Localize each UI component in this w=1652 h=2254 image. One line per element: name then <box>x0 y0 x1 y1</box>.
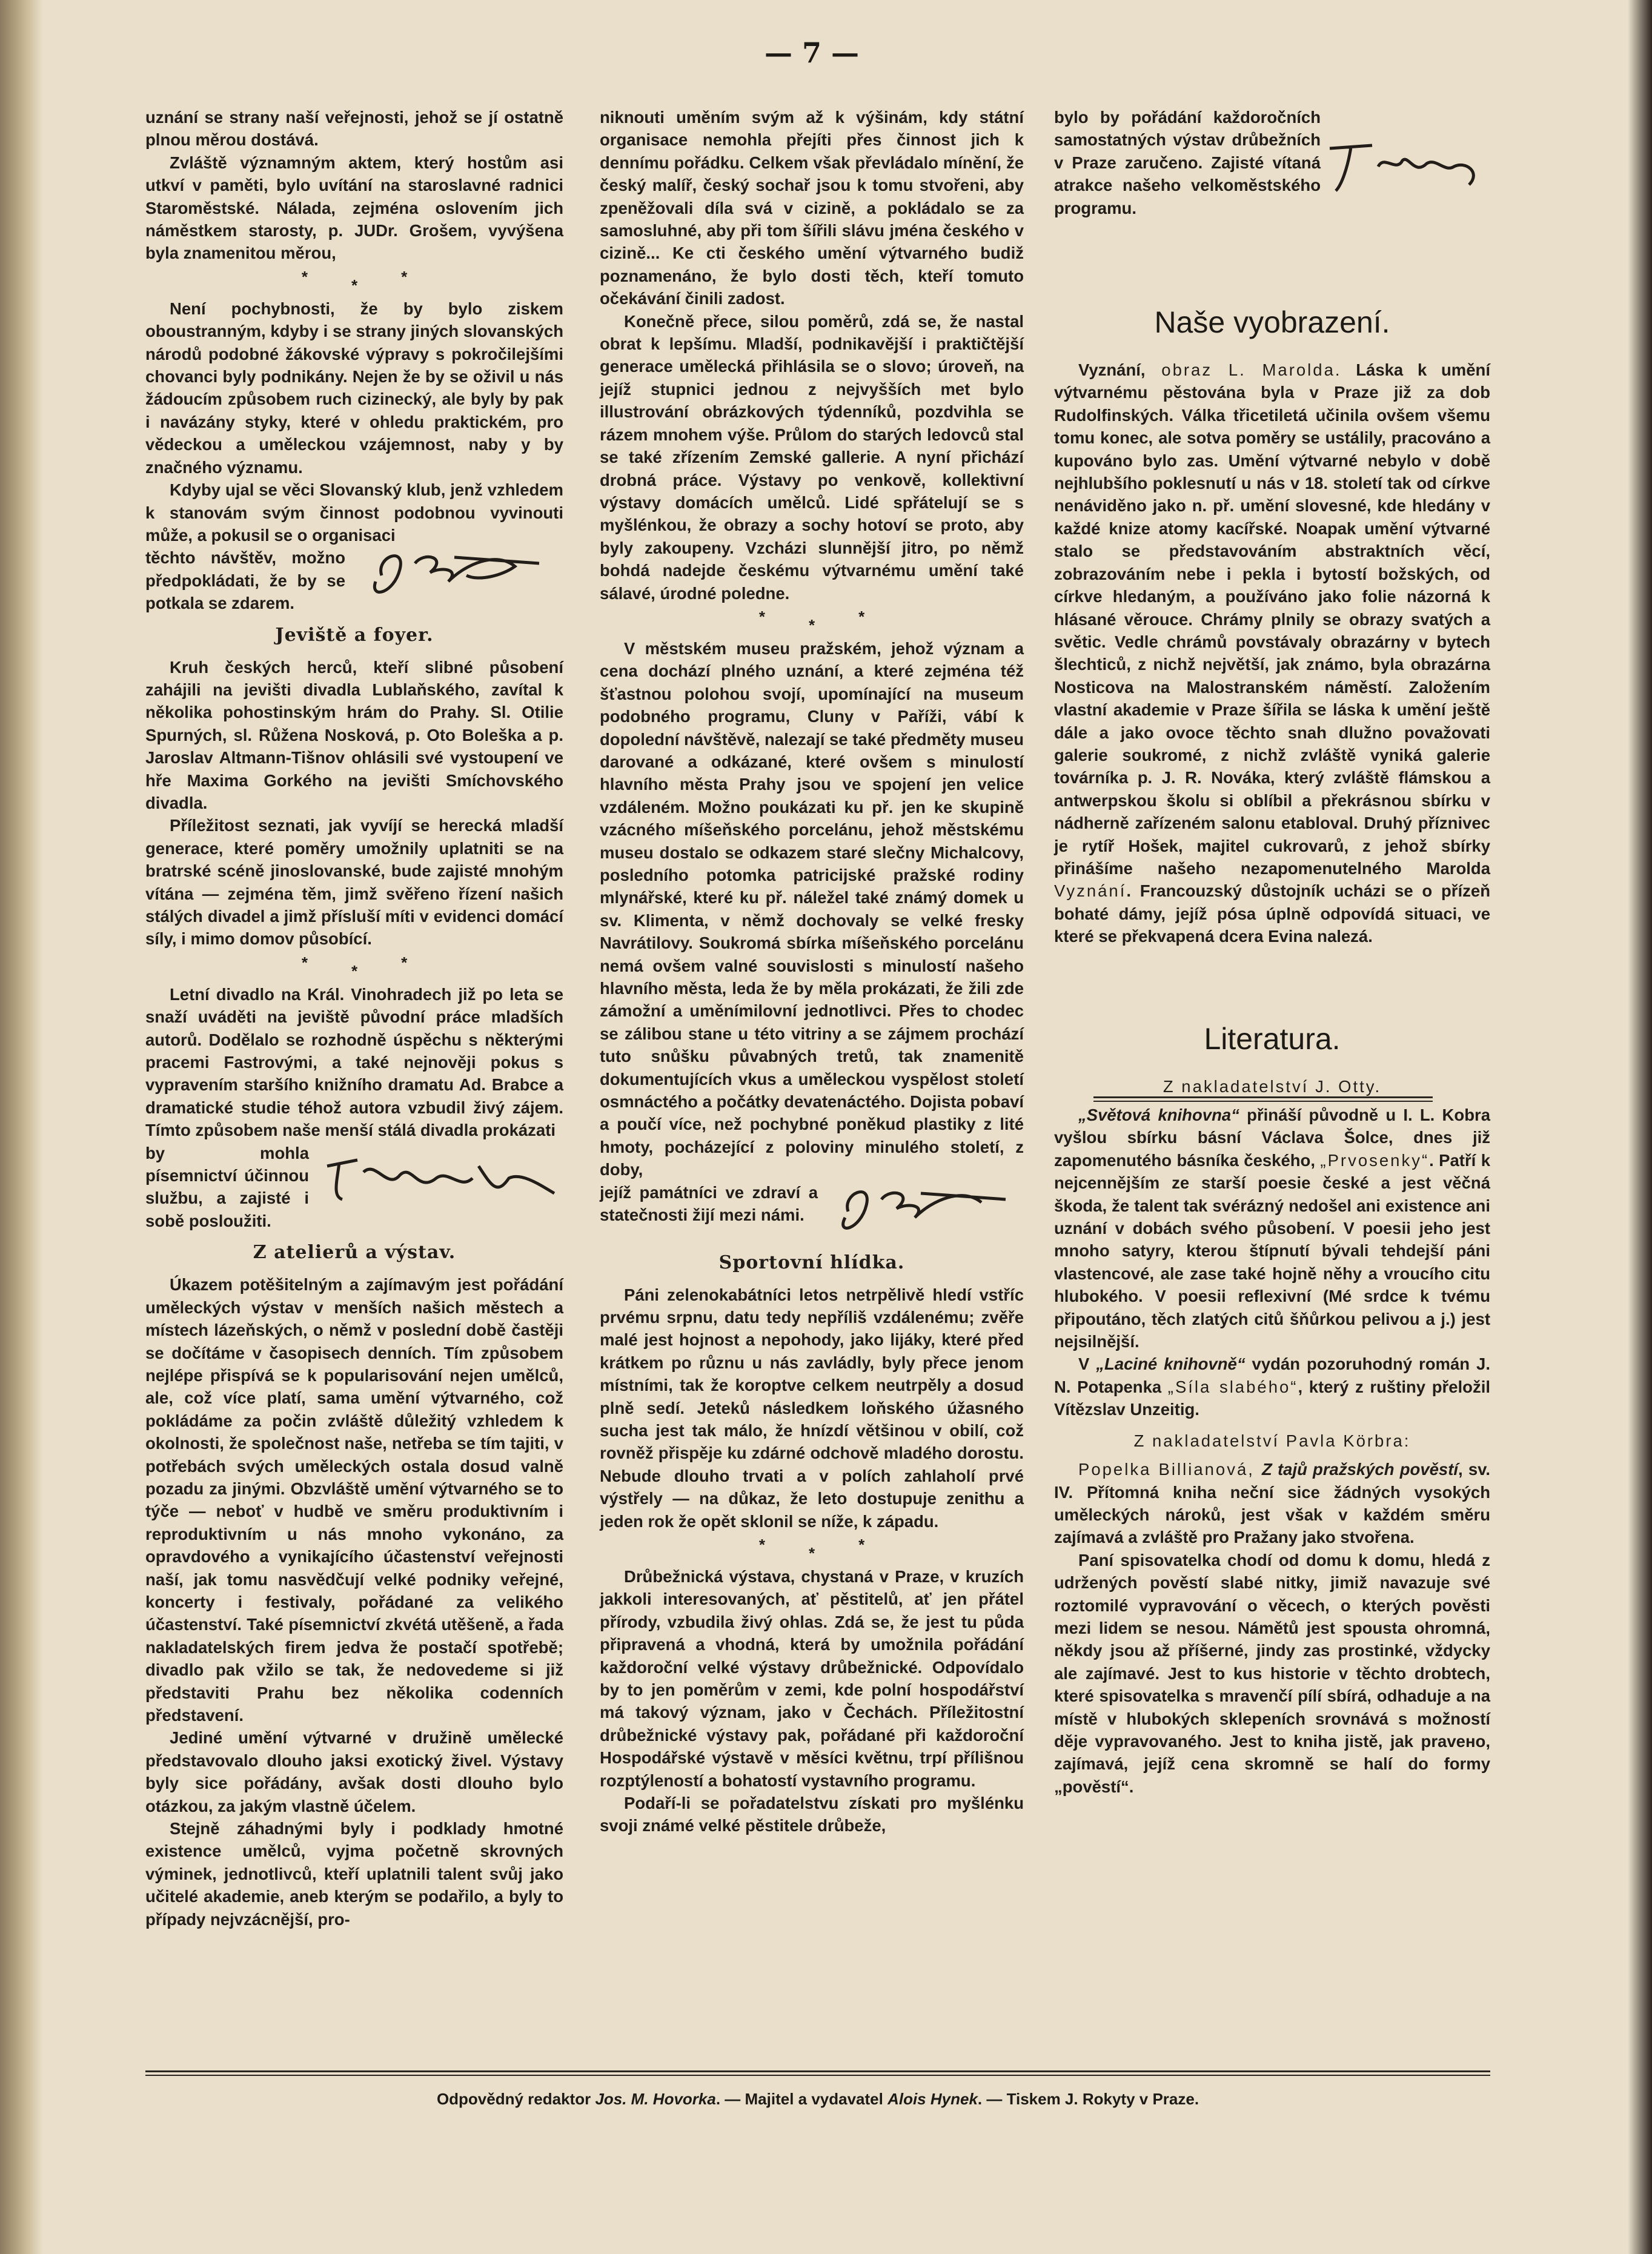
paragraph-text: , který z ruštiny přeložil Vítězslav Unzeitig. <box>1054 1377 1490 1419</box>
artwork-author: obraz L. Marolda. <box>1145 360 1342 380</box>
section-heading: Z atelierů a výstav. <box>253 1242 456 1264</box>
signature-block <box>600 1181 1024 1236</box>
signature-text: F. Kazimír <box>388 1208 391 1209</box>
signature-image <box>357 539 545 606</box>
signature-block <box>145 546 563 614</box>
paragraph <box>1054 1458 1490 1549</box>
paragraph-text: Láska k umění výtvarnému pěstována byla v Praze již za dob Rudolfinských. Válka třicetiletá učinila ovšem všemu tomu konec, ale sotva poměry se ustálily, pracováno a kupováno bylo zas. Umění výtvarné nebylo v době nejhlubšího poklesnutí u nás v 18. století tak od církve nenáviděno jako n. př. umění slovesné, kde hledány v každé knize atomy kacířské. Noapak umění výtvarné stalo se představováním abstraktních věcí, zobrazováním nebe i pekla i bytostí božských, od církve hledaným, a používáno jako folie názorná k hlásané věrouce. Chrámy plnily se obrazy svatých a světic. Vedle chrámů povstávaly obrazárny v bytech šlechticů, z nichž největší, jak známo, byla obrazárna Nosticova na Malostranském náměstí. Založením vlastní akademie v Praze šířila se láska k umění ještě dále a jako ovoce těchto snah dlužno považovati galerie soukromé, z nichž zvláště vyniká galerie továrníka p. J. R. Nováka, který zvláště flámskou a antwerpskou školu si oblíbil a překrásnou sbírku v nádherně zařízeném salonu etabloval. Druhý příznivec je rytíř Hošek, majitel cukrovarů, z jehož sbírky přinášíme našeho nezapomenutelného Marolda <box>1054 360 1490 878</box>
paragraph <box>1054 359 1490 948</box>
page-edge-shadow <box>1628 0 1652 2254</box>
book-series: „Laciné knihovně“ <box>1096 1354 1246 1374</box>
book-title: Z tajů pražských pověstí <box>1262 1460 1459 1479</box>
paragraph: bylo by pořádání každoročních samostatných výstav drůbežních v Praze zaručeno. Zajisté vítaná atrakce našeho velkoměstského programu. <box>1054 108 1321 217</box>
paragraph: Stejně záhadnými byly i podklady hmotné existence umělců, vyjma početně skrovných výminek, jednotlivců, kteří uplatnili talent svůj jako učitelé akademie, aneb kterým se podařilo, a byly to případy nejvzácnější, pro- <box>145 1819 563 1929</box>
section-stars: * * * <box>758 1535 865 1562</box>
book-series: „Světová knihovna“ <box>1078 1105 1239 1124</box>
paragraph: Kruh českých herců, kteří slibné působení zahájili na jevišti divadla Lublaňského, zavítal k několika pohostinským hrám do Prahy. Sl. Otilie Spurných, sl. Růžena Nosková, p. Oto Boleška a p. Jaroslav Altmann-Tišnov ohlásili své vystoupení ve hře Maxima Gorkého na jevišti Smíchovského divadla. <box>145 657 563 812</box>
footer-divider <box>145 2070 1490 2076</box>
column-3 <box>1054 106 1490 2044</box>
paragraph-text: . Patří k nejcennějším ze starší poesie české a jest věčná škoda, že talent tak svérázný nedošel ani existence ani uznání v dobách svého působení. V poesii jeho jest mnoho satyry, kterou štípnutí bývali tehdejší páni vlastencové, ale zase také hojně něhy a vroucího citu hlubokého. V poesii reflexivní (Mé srdce k tvému připoutáno, těch zlatých citů šňůrkou pelivou a j.) jest nejsilnější. <box>1054 1150 1491 1351</box>
editor-name: Jos. M. Hovorka <box>595 2090 716 2108</box>
paragraph: by mohla písemnictví účinnou službu, a zajisté i sobě posloužiti. <box>145 1143 309 1230</box>
section-stars: * * * <box>758 607 865 634</box>
signature-image <box>315 1142 557 1215</box>
section-heading: Jeviště a foyer. <box>275 624 434 646</box>
section-stars: * * * <box>301 953 408 980</box>
paragraph: Jediné umění výtvarné v družině umělecké představovalo dlouho jaksi exotický živel. Výstavy byly sice pořádány, avšak dosti dlouho bylo otázkou, za jakým vlastně účelem. <box>145 1728 563 1815</box>
footer-text: . — Tiskem J. Rokyty v Praze. <box>977 2090 1199 2108</box>
section-divider <box>1093 1096 1433 1102</box>
signature-text: Jos. Bačo <box>430 600 433 601</box>
signature-block <box>145 1142 563 1233</box>
paragraph: Letní divadlo na Král. Vinohradech již po leta se snaží uváděti na jeviště původní práce mladších autorů. Dodělalo se rozhodně úspěchu s některými pracemi Fastrovými, a také nejnověji pokus s vypravením staršího knižního dramatu Ad. Brabce a dramatické studie téhož autora vzbudil živý zájem. Tímto způsobem naše menší stálá divadla prokázati <box>145 984 563 1140</box>
paragraph <box>1054 1104 1490 1353</box>
signature-block <box>1054 106 1490 219</box>
footer-text: . — Majitel a vydavatel <box>715 2090 888 2108</box>
paragraph <box>1054 1353 1490 1420</box>
column-2 <box>600 106 1024 2044</box>
paragraph: Zvláště významným aktem, který hostům asi utkví v paměti, bylo uvítání na staroslavné radnici Staroměstské. Nálada, zejména oslovením jich náměstkem starosty, p. JUDr. Grošem, vyvýšena byla znamenitou měrou, <box>145 153 563 263</box>
book-title: „Prvosenky“ <box>1320 1150 1430 1170</box>
paragraph: Příležitost seznati, jak vyvíjí se herecká mladší generace, které poměry umožnily uplatniti se na bratrské scéně jinoslovanské, bude zajisté mnohým vítána — zejména těm, jimž svěřeno řízení našich stálých divadel a jimž přísluší míti v evidenci domácí síly, i mimo domov působící. <box>145 816 563 949</box>
section-heading: Naše vyobrazení. <box>1154 305 1390 340</box>
paragraph: niknouti uměním svým až k výšinám, kdy státní organisace nemohla přejíti přes činnost jich k dennímu pořádku. Celkem však převládalo mínění, že český malíř, český sochař jsou k tomu stvořeni, aby zpeněžovali díla svá v cizině, a pokládalo se za samosluhné, aby při tom šířili slávu jména českého v cizině... Ke cti českého umění výtvarného budiž poznamenáno, že bylo dosti těch, kteří tomuto očekávání činili zadost. <box>600 108 1024 308</box>
page-number: — 7 — <box>764 36 860 69</box>
paragraph: Paní spisovatelka chodí od domu k domu, hledá z udržených pověstí slabé nitky, jimiž navazuje své roztomilé vypravování o věcech, o kterých pověsti mezi lidem se nesou. Námětů jest spousta ohromná, někdy jsou až příšerné, jindy zas prostinké, vždycky ale zajímavé. Jest to kus historie v těchto drobtech, které spisovatelka s mravenčí pílí sbírá, odhaduje a na místě v hlubokých sklepeních srovnává s možností děje vypravovaného. Jest to kniha jistě, jak pravено, zajímavá, jejíž cena skromně se halí do formy „pověstí“. <box>1054 1550 1490 1796</box>
paragraph-text: . Francouzský důstojník ucházi se o přízeň bohaté dámy, jejíž pósa úplně odpovídá situaci, ve které se překvapená dcera Evina nalezá. <box>1054 881 1490 946</box>
paragraph: Podaří-li se pořadatelstvu získati pro myšlénku svoji známé velké pěstitele drůbeže, <box>600 1794 1024 1835</box>
spacer <box>1054 948 1490 1003</box>
paragraph: Konečně přece, silou poměrů, zdá se, že nastal obrat k lepšímu. Mladší, podnikavější i praktičtější generace umělecká přihlásila se o slovo; úroveň, na jejíž stupnici jednou z nejvyšších met bylo illustrování obrázkových týdenníků, pozdvihla se rázem mnohem výše. Průlom do starých ledovců stal se také zřízením Zemské gallerie. A nyní přichází drobná práce. Výstavy po venkově, kollektivní výstavy domácích umělců. Lidé spřátelují se s myšlénkou, že obrazy a sochy hotoví se proto, aby byly zakoupeny. Vzcházi slunnější jitro, po němž bohdá nadejde českému výtvarnému umění také sálavé, úrodné poledne. <box>600 311 1024 603</box>
paragraph-text: vydán pozoruhodný román J. N. Potapenka <box>1054 1354 1490 1396</box>
footer-text: Odpovědný redaktor <box>436 2090 595 2108</box>
paragraph-text: , sv. IV. Přítomná kniha neční sice žádných vysokých uměleckých nároků, jest však v každém směru zajímavá a zvláště pro Pražany jako stvořena. <box>1054 1460 1491 1547</box>
paragraph: uznání se strany naší veřejnosti, jehož se jí ostatně plnou měrou dostává. <box>145 108 563 150</box>
imprint-footer <box>145 2090 1490 2109</box>
section-heading: Sportovní hlídka. <box>718 1251 905 1273</box>
paragraph-text: přináší původně u I. L. Kobra vyšlou sbírku básní Václava Šolce, dnes již zapomenutého básníka českého, <box>1054 1105 1490 1170</box>
publisher-heading: Z nakladatelství Pavla Körbra: <box>1133 1431 1411 1450</box>
paragraph: Páni zelenokabátníci letos netrpělivě hledí vstříc prvému srpnu, datu tedy nepříliš vzdálenému; zvěře malé jest hojnost a nepohody, jako lijáky, které před krátkem po různu u nás zavládly, byly přece jenom místními, tak že koroptve celkem neutrpěly a dosud plně sedí. Jeteků následkem loňského úžasného sucha jest tak málo, že hnízdí většinou v obilí, což rovněž přispěje ku zdárné odchově mladého dorostu. Nebude dlouho trvati a v polích zahlaholí prvé výstřely — na důkaz, že leto dostupuje zenithu a jeden rok že opět sklonil se níže, k západu. <box>600 1285 1024 1531</box>
paragraph: jejíž památníci ve zdraví a statečnosti žijí mezi námi. <box>600 1182 818 1225</box>
section-heading: Literatura. <box>1204 1021 1341 1056</box>
artwork-title-ref: Vyznání <box>1054 881 1127 901</box>
artwork-title: Vyznání, <box>1078 360 1146 380</box>
paragraph: Není pochybnosti, že by bylo ziskem oboustranným, kdyby i se strany jiných slovanských národů podobné žákovské výpravy s pokročilejšími chovanci byly podnikány. Nejen že by se oživil u nás žádoucím způsobem ruch cizinecký, ale byly by pak i navázány styky, které v ohledu praktickém, pro vědeckou a uměleckou vzájemnost, naby y by značného významu. <box>145 299 563 477</box>
paragraph: těchto návštěv, možno předpokládati, že by se potkala se zdarem. <box>145 548 345 613</box>
column-1 <box>145 106 563 2044</box>
section-stars: * * * <box>301 267 408 294</box>
paragraph-text: V <box>1078 1354 1096 1374</box>
paragraph: Drůbežnická výstava, chystaná v Praze, v kruzích jakkoli interesovaných, ať pěstitelů, ať jen přátel přírody, vzbudila živý ohlas. Zdá se, že jest tu půda připravená a vhodná, která by umožnila pořádání každoroční velké výstavy drůbežnické. Odpovídalo by to jen poměrům v zemi, kde polní hospodářství má takový význam, jako v Čechách. Příležitostní drůbežnické výstavy pak, pořádané při každoroční Hospodářské výstavě v měsíci květnu, trpí přílišnou rozptýleností a bohatostí vystavního programu. <box>600 1566 1024 1790</box>
paragraph: Úkazem potěšitelným a zajímavým jest pořádání uměleckých výstav v menších našich městech a místech lázeňských, o němž v poslední době častěji se dočítáme v časopisech denních. Tím způsobem nejlépe přispívá se k popularisování nejen umělců, ale, což více platí, sama umění výtvarného, což pokládáme za počin zvláště důležitý vzhledem k okolnosti, že společnost naše, netřeba se tím tajiti, v potřebách svých uměleckých ostala dosud valně pozadu za jinými. Obzvláště umění výtvarného se to týče — neboť v hudbě ve směru produktivním i reproduktivním u nás mnoho vykonáno, za opravdového a vynikajícího účastenství veřejnosti naší, jak tomu nasvědčují velké podniky veřejné, koncerty i festivaly, pořádané za velikého účastenství. Také písemnictví zkvétá utěšeně, a řada nakladatelských firem jedva že postačí spotřebě; divadlo pak vžilo se tak, že nedovedeme si již představiti Prahu bez několika codenních představení. <box>145 1275 563 1725</box>
publisher-heading: Z nakladatelství J. Otty. <box>1163 1076 1382 1096</box>
paragraph: V městském museu pražském, jehož význam a cena dochází plného uznání, a které zejména též šťastnou polohou svojí, upomínající na museum podobného programu, Cluny v Paříži, vábí k dopolední návštěvě, nalezají se také předměty museu darované a odkázané, které ovšem s minulostí hlavního města Prahy jsou ve spojení jen velice vzdáleném. Možno poukázati ku př. jen ke skupině vzácného míšeňského porcelánu, jehož městskému museu dostalo se odkazem staré slečny Michalcovy, posledního potomka patricijské pražské rodiny mlynářské, které ku př. náležel také známý domek u sv. Klimenta, v němž dochovaly se velké fresky Navrátilovy. Soukromá sbírka míšeňského porcelánu nemá ovšem valné souvislosti s minulostí našeho hlavního města, leda že by měla prokázati, že žili zde zámožní a uměnímilovní jednotlivci. Přes to chodec se zálibou stane u této vitriny a se zájmem prochází tuto snůšku půvabných tretů, tak znamenitě dokumentujících vkus a uměleckou vyspělost století osmnáctého a počátky devatenáctého. Dojista pobaví a poučí více, než pochybné poněkud plastiky z lité hmoty, pocházející z poloviny minulého století, z doby, <box>600 638 1024 1179</box>
paragraph: Kdyby ujal se věci Slovanský klub, jenž vzhledem k stanovám svým činnost podobnou vyvinouti může, a pokusil se o organisaci <box>145 480 563 545</box>
signature-text: Jos. Bačo <box>903 1235 906 1236</box>
publisher-name: Alois Hynek <box>887 2090 978 2108</box>
page-gutter <box>0 0 42 2254</box>
signature-image <box>1324 130 1487 197</box>
book-author: Popelka Billianová, <box>1078 1460 1262 1479</box>
signature-image <box>830 1169 1018 1242</box>
book-title: „Síla slabého“ <box>1167 1377 1298 1396</box>
